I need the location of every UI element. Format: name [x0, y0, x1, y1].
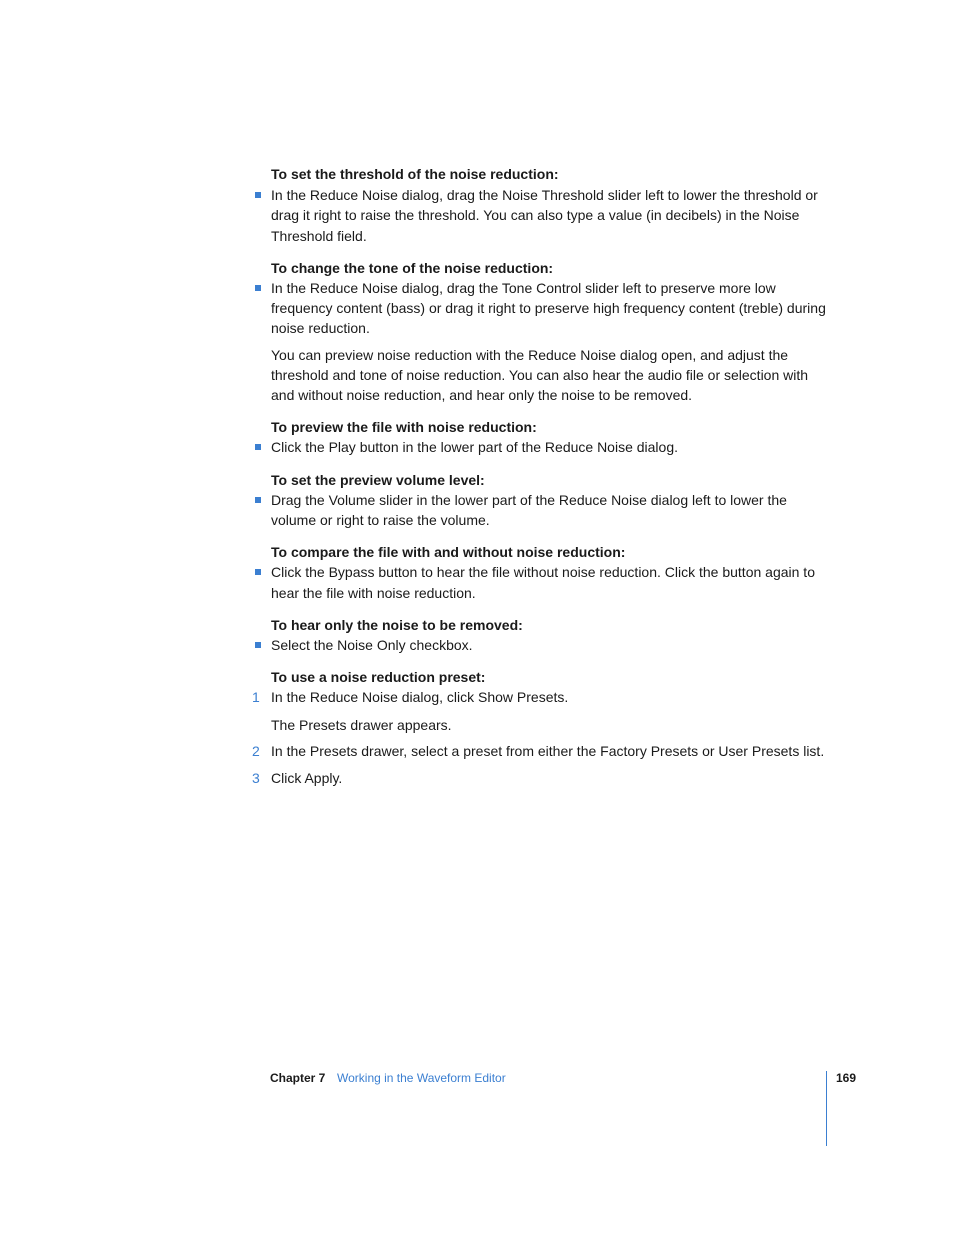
section-heading: To hear only the noise to be removed: [271, 616, 523, 633]
footer-chapter-label: Chapter 7 [270, 1071, 326, 1085]
bullet-marker-icon [255, 569, 261, 575]
bullet-marker-icon [255, 497, 261, 503]
bullet-text: Select the Noise Only checkbox. [271, 637, 473, 654]
bullet-item [271, 437, 831, 457]
bullet-marker-icon [255, 642, 261, 648]
bullet-item [271, 278, 831, 339]
bullet-marker-icon [255, 192, 261, 198]
step-text: In the Reduce Noise dialog, click Show Presets. [271, 689, 569, 706]
section-heading: To compare the file with and without noise reduction: [271, 544, 626, 561]
bullet-text: In the Reduce Noise dialog, drag the Noise Threshold slider left to lower the threshold or drag it right to raise the threshold. You can also type a value (in decibels) in the Noise Threshold field. [271, 187, 818, 244]
bullet-item [271, 635, 831, 655]
section-heading: To change the tone of the noise reduction: [271, 259, 554, 276]
footer-divider [826, 1071, 827, 1146]
bullet-item [271, 490, 831, 530]
section-heading: To set the threshold of the noise reduction: [271, 166, 559, 182]
numbered-step [252, 687, 831, 707]
bullet-text: Click the Bypass button to hear the file without noise reduction. Click the button again to hear the file with noise reduction. [271, 564, 815, 601]
step-number: 3 [252, 770, 260, 787]
section-heading: To preview the file with noise reduction: [271, 419, 537, 436]
bullet-text: Drag the Volume slider in the lower part of the Reduce Noise dialog left to lower the volume or right to raise the volume. [271, 491, 787, 529]
bullet-text: Click the Play button in the lower part of the Reduce Noise dialog. [271, 439, 679, 456]
step-text: In the Presets drawer, select a preset from either the Factory Presets or User Presets list. [271, 742, 825, 759]
page-number: 169 [836, 1071, 857, 1085]
bullet-marker-icon [255, 285, 261, 291]
step-note: The Presets drawer appears. [271, 716, 452, 733]
footer-chapter-title: Working in the Waveform Editor [337, 1071, 506, 1085]
step-text: Click Apply. [271, 770, 343, 787]
document-body [252, 160, 831, 788]
section-heading: To use a noise reduction preset: [271, 669, 486, 686]
numbered-step [252, 741, 831, 761]
step-number: 1 [252, 689, 260, 706]
body-paragraph: You can preview noise reduction with the Reduce Noise dialog open, and adjust the threshold and tone of noise reduction. You can also hear the audio file or selection with and without noise reduction, and hear only the noise to be removed. [271, 346, 809, 404]
step-number: 2 [252, 742, 260, 759]
bullet-marker-icon [255, 444, 261, 450]
section-heading: To set the preview volume level: [271, 471, 485, 488]
bullet-item [271, 185, 831, 246]
bullet-item [271, 562, 831, 602]
bullet-text: In the Reduce Noise dialog, drag the Tone Control slider left to preserve more low frequency content (bass) or drag it right to preserve high frequency content (treble) during noise reduction. [271, 280, 826, 337]
numbered-step [252, 768, 831, 788]
